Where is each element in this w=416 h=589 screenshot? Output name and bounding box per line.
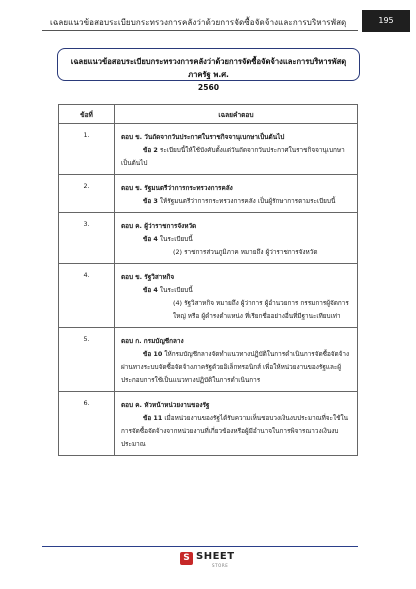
question-number: 1.: [59, 124, 115, 175]
column-header-number: ข้อที่: [59, 105, 115, 124]
answer-choice: ตอบ ค. ผู้ว่าราชการจังหวัด: [121, 222, 197, 230]
answer-cell: [115, 392, 358, 456]
reference-text: ให้กรมบัญชีกลางจัดทำแนวทางปฏิบัติในการดำเนินการจัดซื้อจัดจ้างผ่านทางระบบจัดซื้อจัดจ้างภาครัฐด้วยอิเล็กทรอนิกส์ เพื่อให้หน่วยงานของรัฐและผู้ประกอบการใช้เป็นแนวทางปฏิบัติในการดำเนินการ: [121, 350, 350, 384]
table-row: [59, 124, 358, 175]
reference-text: ระเบียบนี้ให้ใช้บังคับตั้งแต่วันถัดจากวันประกาศในราชกิจจานุเบกษาเป็นต้นไป: [121, 146, 345, 167]
answer-reference: [121, 348, 351, 387]
answer-reference: [121, 284, 351, 297]
table-row: [59, 392, 358, 456]
section-title-line1: เฉลยแนวข้อสอบระเบียบกระทรวงการคลังว่าด้วยการจัดซื้อจัดจ้างและการบริหารพัสดุภาครัฐ พ.ศ.: [70, 57, 347, 79]
header-rule: [42, 30, 358, 31]
answer-table: [58, 104, 358, 456]
header-title: เฉลยแนวข้อสอบระเบียบกระทรวงการคลังว่าด้วยการจัดซื้อจัดจ้างและการบริหารพัสดุ: [50, 18, 347, 27]
question-number: 6.: [59, 392, 115, 456]
reference-text: ในระเบียบนี้: [157, 235, 193, 243]
logo-mark: S: [180, 552, 193, 565]
footer-rule: [42, 546, 358, 547]
answer-cell: [115, 328, 358, 392]
table-row: [59, 328, 358, 392]
answer-choice: ตอบ ก. กรมบัญชีกลาง: [121, 337, 184, 345]
answer-cell: [115, 264, 358, 328]
reference-clause: ข้อ 3: [143, 197, 158, 205]
page-header: [0, 12, 416, 34]
answer-choice: ตอบ ข. วันถัดจากวันประกาศในราชกิจจานุเบกษาเป็นต้นไป: [121, 133, 285, 141]
sheet-store-logo: [180, 550, 250, 572]
question-number: 4.: [59, 264, 115, 328]
reference-clause: ข้อ 10: [143, 350, 163, 358]
answer-reference: [121, 233, 351, 246]
answer-reference: [121, 144, 351, 170]
answer-reference: [121, 195, 351, 208]
page-number: 195: [362, 10, 410, 32]
reference-clause: ข้อ 2: [143, 146, 158, 154]
reference-subclause: (4) รัฐวิสาหกิจ หมายถึง ผู้ว่าการ ผู้อำนวยการ กรรมการผู้จัดการ ใหญ่ หรือ ผู้ดำรงตำแหน่ง ที่เรียกชื่ออย่างอื่นที่มีฐานะเทียบเท่า: [173, 299, 349, 320]
reference-text: ให้รัฐมนตรีว่าการกระทรวงการคลัง เป็นผู้รักษาการตามระเบียบนี้: [157, 197, 336, 205]
reference-clause: ข้อ 11: [143, 414, 163, 422]
table-row: [59, 175, 358, 213]
question-number: 3.: [59, 213, 115, 264]
answer-choice: ตอบ ข. รัฐวิสาหกิจ: [121, 273, 175, 281]
logo-sub: STORE: [212, 563, 229, 568]
answer-choice: ตอบ ค. หัวหน้าหน่วยงานของรัฐ: [121, 401, 210, 409]
answer-cell: [115, 213, 358, 264]
answer-cell: [115, 175, 358, 213]
question-number: 2.: [59, 175, 115, 213]
answer-cell: [115, 124, 358, 175]
reference-clause: ข้อ 4: [143, 286, 158, 294]
table-row: [59, 213, 358, 264]
table-header-row: [59, 105, 358, 124]
table-row: [59, 264, 358, 328]
section-title-box: [57, 48, 360, 92]
logo-name: SHEET: [196, 551, 235, 562]
answer-choice: ตอบ ข. รัฐมนตรีว่าการกระทรวงการคลัง: [121, 184, 233, 192]
question-number: 5.: [59, 328, 115, 392]
section-title-line2: 2560: [197, 83, 220, 92]
reference-text: เมื่อหน่วยงานของรัฐได้รับความเห็นชอบวงเงินงบประมาณที่จะใช้ในการจัดซื้อจัดจ้างจากหน่วยงานที่เกี่ยวข้องหรือผู้มีอำนาจในการพิจารณาวงเงินงบประมาณ: [121, 414, 348, 448]
answer-reference: [121, 412, 351, 451]
column-header-answer: เฉลยคำตอบ: [115, 105, 358, 124]
reference-text: ในระเบียบนี้: [157, 286, 193, 294]
reference-subclause: (2) ราชการส่วนภูมิภาค หมายถึง ผู้ว่าราชการจังหวัด: [173, 248, 318, 256]
reference-clause: ข้อ 4: [143, 235, 158, 243]
